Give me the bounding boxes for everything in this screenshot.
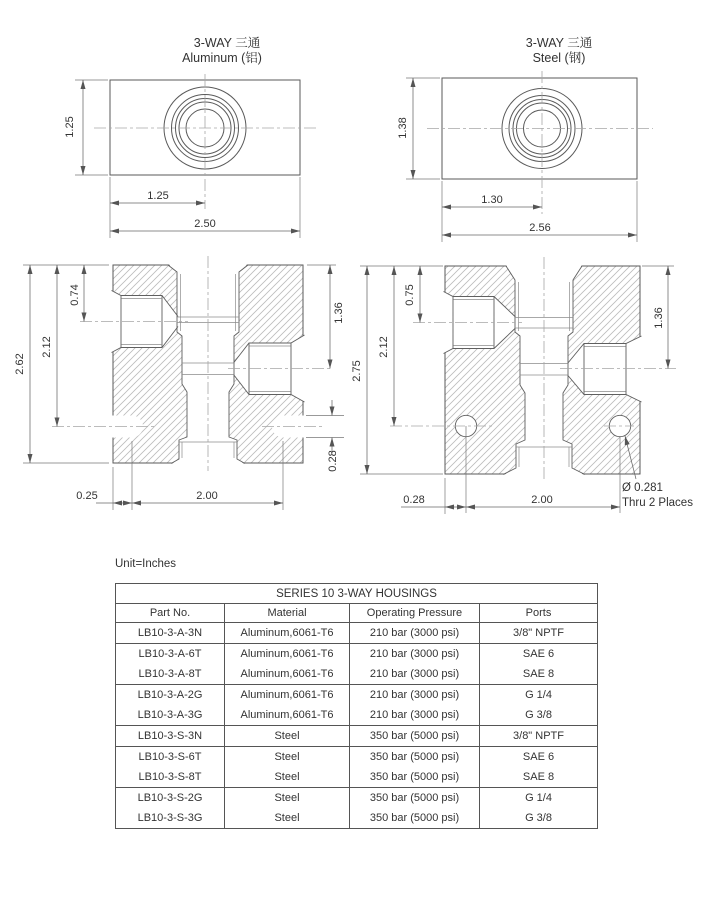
dimension-label: 0.75	[404, 284, 416, 306]
hole-note-line2: Thru 2 Places	[622, 497, 693, 509]
dimension-label: 2.56	[529, 222, 551, 234]
dimension-label: 0.25	[76, 490, 98, 502]
table-row	[116, 623, 598, 644]
material-cell: Aluminum,6061-T6	[225, 623, 350, 644]
dimension-label: 1.36	[653, 307, 665, 329]
housings-table	[115, 583, 598, 829]
part-no-cell: LB10-3-S-3G	[116, 808, 225, 829]
material-cell: Steel	[225, 808, 350, 829]
ports-cell: G 3/8	[480, 705, 598, 726]
pressure-cell: 210 bar (3000 psi)	[350, 623, 480, 644]
col-header-part-no: Part No.	[116, 604, 225, 623]
part-no-cell: LB10-3-S-3N	[116, 726, 225, 747]
table-row	[116, 644, 598, 665]
aluminum-section-view	[14, 256, 345, 510]
aluminum-title-line1: 3-WAY 三通	[193, 36, 261, 50]
dimension-label: 2.62	[14, 353, 26, 375]
ports-cell: 3/8" NPTF	[480, 623, 598, 644]
dimension-label: 2.75	[351, 360, 363, 382]
table-row	[116, 726, 598, 747]
table-row	[116, 767, 598, 788]
table-row	[116, 808, 598, 829]
pressure-cell: 350 bar (5000 psi)	[350, 747, 480, 768]
part-no-cell: LB10-3-A-6T	[116, 644, 225, 665]
dimension-label: 2.50	[194, 218, 216, 230]
dimension-label: 2.00	[196, 490, 218, 502]
dimension-label: 0.28	[327, 450, 339, 472]
part-no-cell: LB10-3-A-3G	[116, 705, 225, 726]
material-cell: Aluminum,6061-T6	[225, 644, 350, 665]
dimension-label: 1.36	[333, 302, 345, 324]
part-no-cell: LB10-3-S-8T	[116, 767, 225, 788]
pressure-cell: 350 bar (5000 psi)	[350, 726, 480, 747]
ports-cell: G 1/4	[480, 788, 598, 809]
material-cell: Steel	[225, 747, 350, 768]
material-cell: Aluminum,6061-T6	[225, 664, 350, 685]
unit-label: Unit=Inches	[115, 558, 177, 570]
ports-cell: G 3/8	[480, 808, 598, 829]
dimension-label: 2.12	[41, 336, 53, 358]
material-cell: Steel	[225, 726, 350, 747]
part-no-cell: LB10-3-A-3N	[116, 623, 225, 644]
dimension-label: 2.12	[378, 336, 390, 358]
ports-cell: SAE 6	[480, 747, 598, 768]
part-no-cell: LB10-3-A-2G	[116, 685, 225, 706]
steel-title-line2: Steel (钢)	[532, 51, 586, 65]
pressure-cell: 210 bar (3000 psi)	[350, 685, 480, 706]
aluminum-title-line2: Aluminum (铝)	[182, 51, 262, 65]
steel-title-line1: 3-WAY 三通	[525, 36, 593, 50]
material-cell: Aluminum,6061-T6	[225, 685, 350, 706]
table-row	[116, 788, 598, 809]
dimension-label: 1.25	[64, 116, 76, 138]
dimension-label: 0.28	[403, 494, 425, 506]
table-row	[116, 747, 598, 768]
ports-cell: SAE 6	[480, 644, 598, 665]
ports-cell: SAE 8	[480, 664, 598, 685]
col-header-ports: Ports	[480, 604, 598, 623]
dimension-label: 0.74	[69, 284, 81, 306]
pressure-cell: 350 bar (5000 psi)	[350, 788, 480, 809]
part-no-cell: LB10-3-A-8T	[116, 664, 225, 685]
ports-cell: SAE 8	[480, 767, 598, 788]
pressure-cell: 350 bar (5000 psi)	[350, 767, 480, 788]
part-no-cell: LB10-3-S-6T	[116, 747, 225, 768]
ports-cell: 3/8" NPTF	[480, 726, 598, 747]
ports-cell: G 1/4	[480, 685, 598, 706]
steel-top-view	[397, 36, 653, 242]
material-cell: Steel	[225, 788, 350, 809]
table-row	[116, 664, 598, 685]
dimension-label: 2.00	[531, 494, 553, 506]
dimension-label: 1.38	[397, 117, 409, 139]
material-cell: Steel	[225, 767, 350, 788]
hole-note-line1: Ø 0.281	[622, 482, 663, 494]
col-header-material: Material	[225, 604, 350, 623]
part-no-cell: LB10-3-S-2G	[116, 788, 225, 809]
pressure-cell: 350 bar (5000 psi)	[350, 808, 480, 829]
table-row	[116, 705, 598, 726]
steel-section-view	[351, 257, 693, 514]
dimension-label: 1.30	[481, 194, 503, 206]
table-row	[116, 685, 598, 706]
pressure-cell: 210 bar (3000 psi)	[350, 644, 480, 665]
aluminum-top-view	[64, 36, 316, 238]
pressure-cell: 210 bar (3000 psi)	[350, 664, 480, 685]
col-header-operating-pressure: Operating Pressure	[350, 604, 480, 623]
dimension-label: 1.25	[147, 190, 169, 202]
table-title: SERIES 10 3-WAY HOUSINGS	[116, 584, 598, 604]
material-cell: Aluminum,6061-T6	[225, 705, 350, 726]
pressure-cell: 210 bar (3000 psi)	[350, 705, 480, 726]
